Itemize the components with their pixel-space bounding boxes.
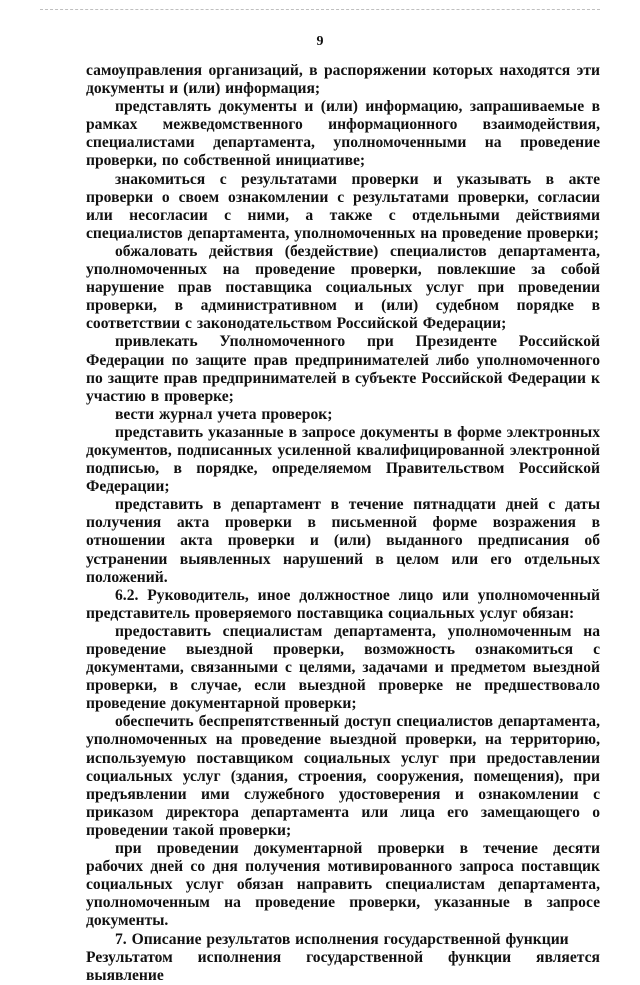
paragraph: представить в департамент в течение пятнадцати дней с даты получения акта проверки в письменной форме возражения в отношении акта проверки и (или) выданного предписания об устранении выявленных нарушений в целом или его отдельных положений. [86, 496, 600, 586]
section-paragraph: 6.2. Руководитель, иное должностное лицо или уполномоченный представитель проверяемого поставщика социальных услуг обязан: [86, 586, 600, 622]
page-number: 9 [316, 34, 324, 49]
paragraph: предоставить специалистам департамента, уполномоченным на проведение выездной проверки, возможность ознакомиться с документами, связанными с целями, задачами и предметом выездной проверки, в случае, если выездной проверке не предшествовало проведение документарной проверки; [86, 622, 600, 713]
paragraph: при проведении документарной проверки в течение десяти рабочих дней со дня получения мотивированного запроса поставщик социальных услуг обязан направить специалистам департамента, уполномоченным на проведение проверки, указанные в запросе документы. [86, 840, 600, 930]
paragraph: Результатом исполнения государственной функции является выявление [86, 948, 600, 984]
paragraph: обеспечить беспрепятственный доступ специалистов департамента, уполномоченных на проведение выездной проверки, на территорию, используемую поставщиком социальных услуг при предоставлении социальных услуг (здания, строения, сооружения, помещения), при предъявлении ими служебного удостоверения и ознакомлении с приказом директора департамента или лица его замещающего о проведении такой проверки; [86, 713, 600, 839]
body-text [86, 62, 600, 985]
paragraph: представлять документы и (или) информацию, запрашиваемые в рамках межведомственного информационного взаимодействия, специалистами департамента, уполномоченными на проведение проверки, по собственной инициативе; [86, 98, 600, 170]
section-heading: 7. Описание результатов исполнения государственной функции [115, 930, 569, 948]
paragraph: самоуправления организаций, в распоряжении которых находятся эти документы и (или) информация; [86, 62, 600, 98]
scan-top-rule [40, 9, 600, 10]
paragraph: вести журнал учета проверок; [115, 405, 333, 423]
paragraph: обжаловать действия (бездействие) специалистов департамента, уполномоченных на проведение проверки, повлекшие за собой нарушение прав поставщика социальных услуг при проведении проверки, в административном и (или) судебном порядке в соответствии с законодательством Российской Федерации; [86, 242, 600, 333]
paragraph: привлекать Уполномоченного при Президенте Российской Федерации по защите прав предпринимателей либо уполномоченного по защите прав предпринимателей в субъекте Российской Федерации к участию в проверке; [86, 333, 600, 405]
paragraph: представить указанные в запросе документы в форме электронных документов, подписанных усиленной квалифицированной электронной подписью, в порядке, определяемом Правительством Российской Федерации; [86, 423, 600, 496]
paragraph: знакомиться с результатами проверки и указывать в акте проверки о своем ознакомлении с результатами проверки, согласии или несогласии с ними, а также с отдельными действиями специалистов департамента, уполномоченных на проведение проверки; [86, 170, 600, 242]
